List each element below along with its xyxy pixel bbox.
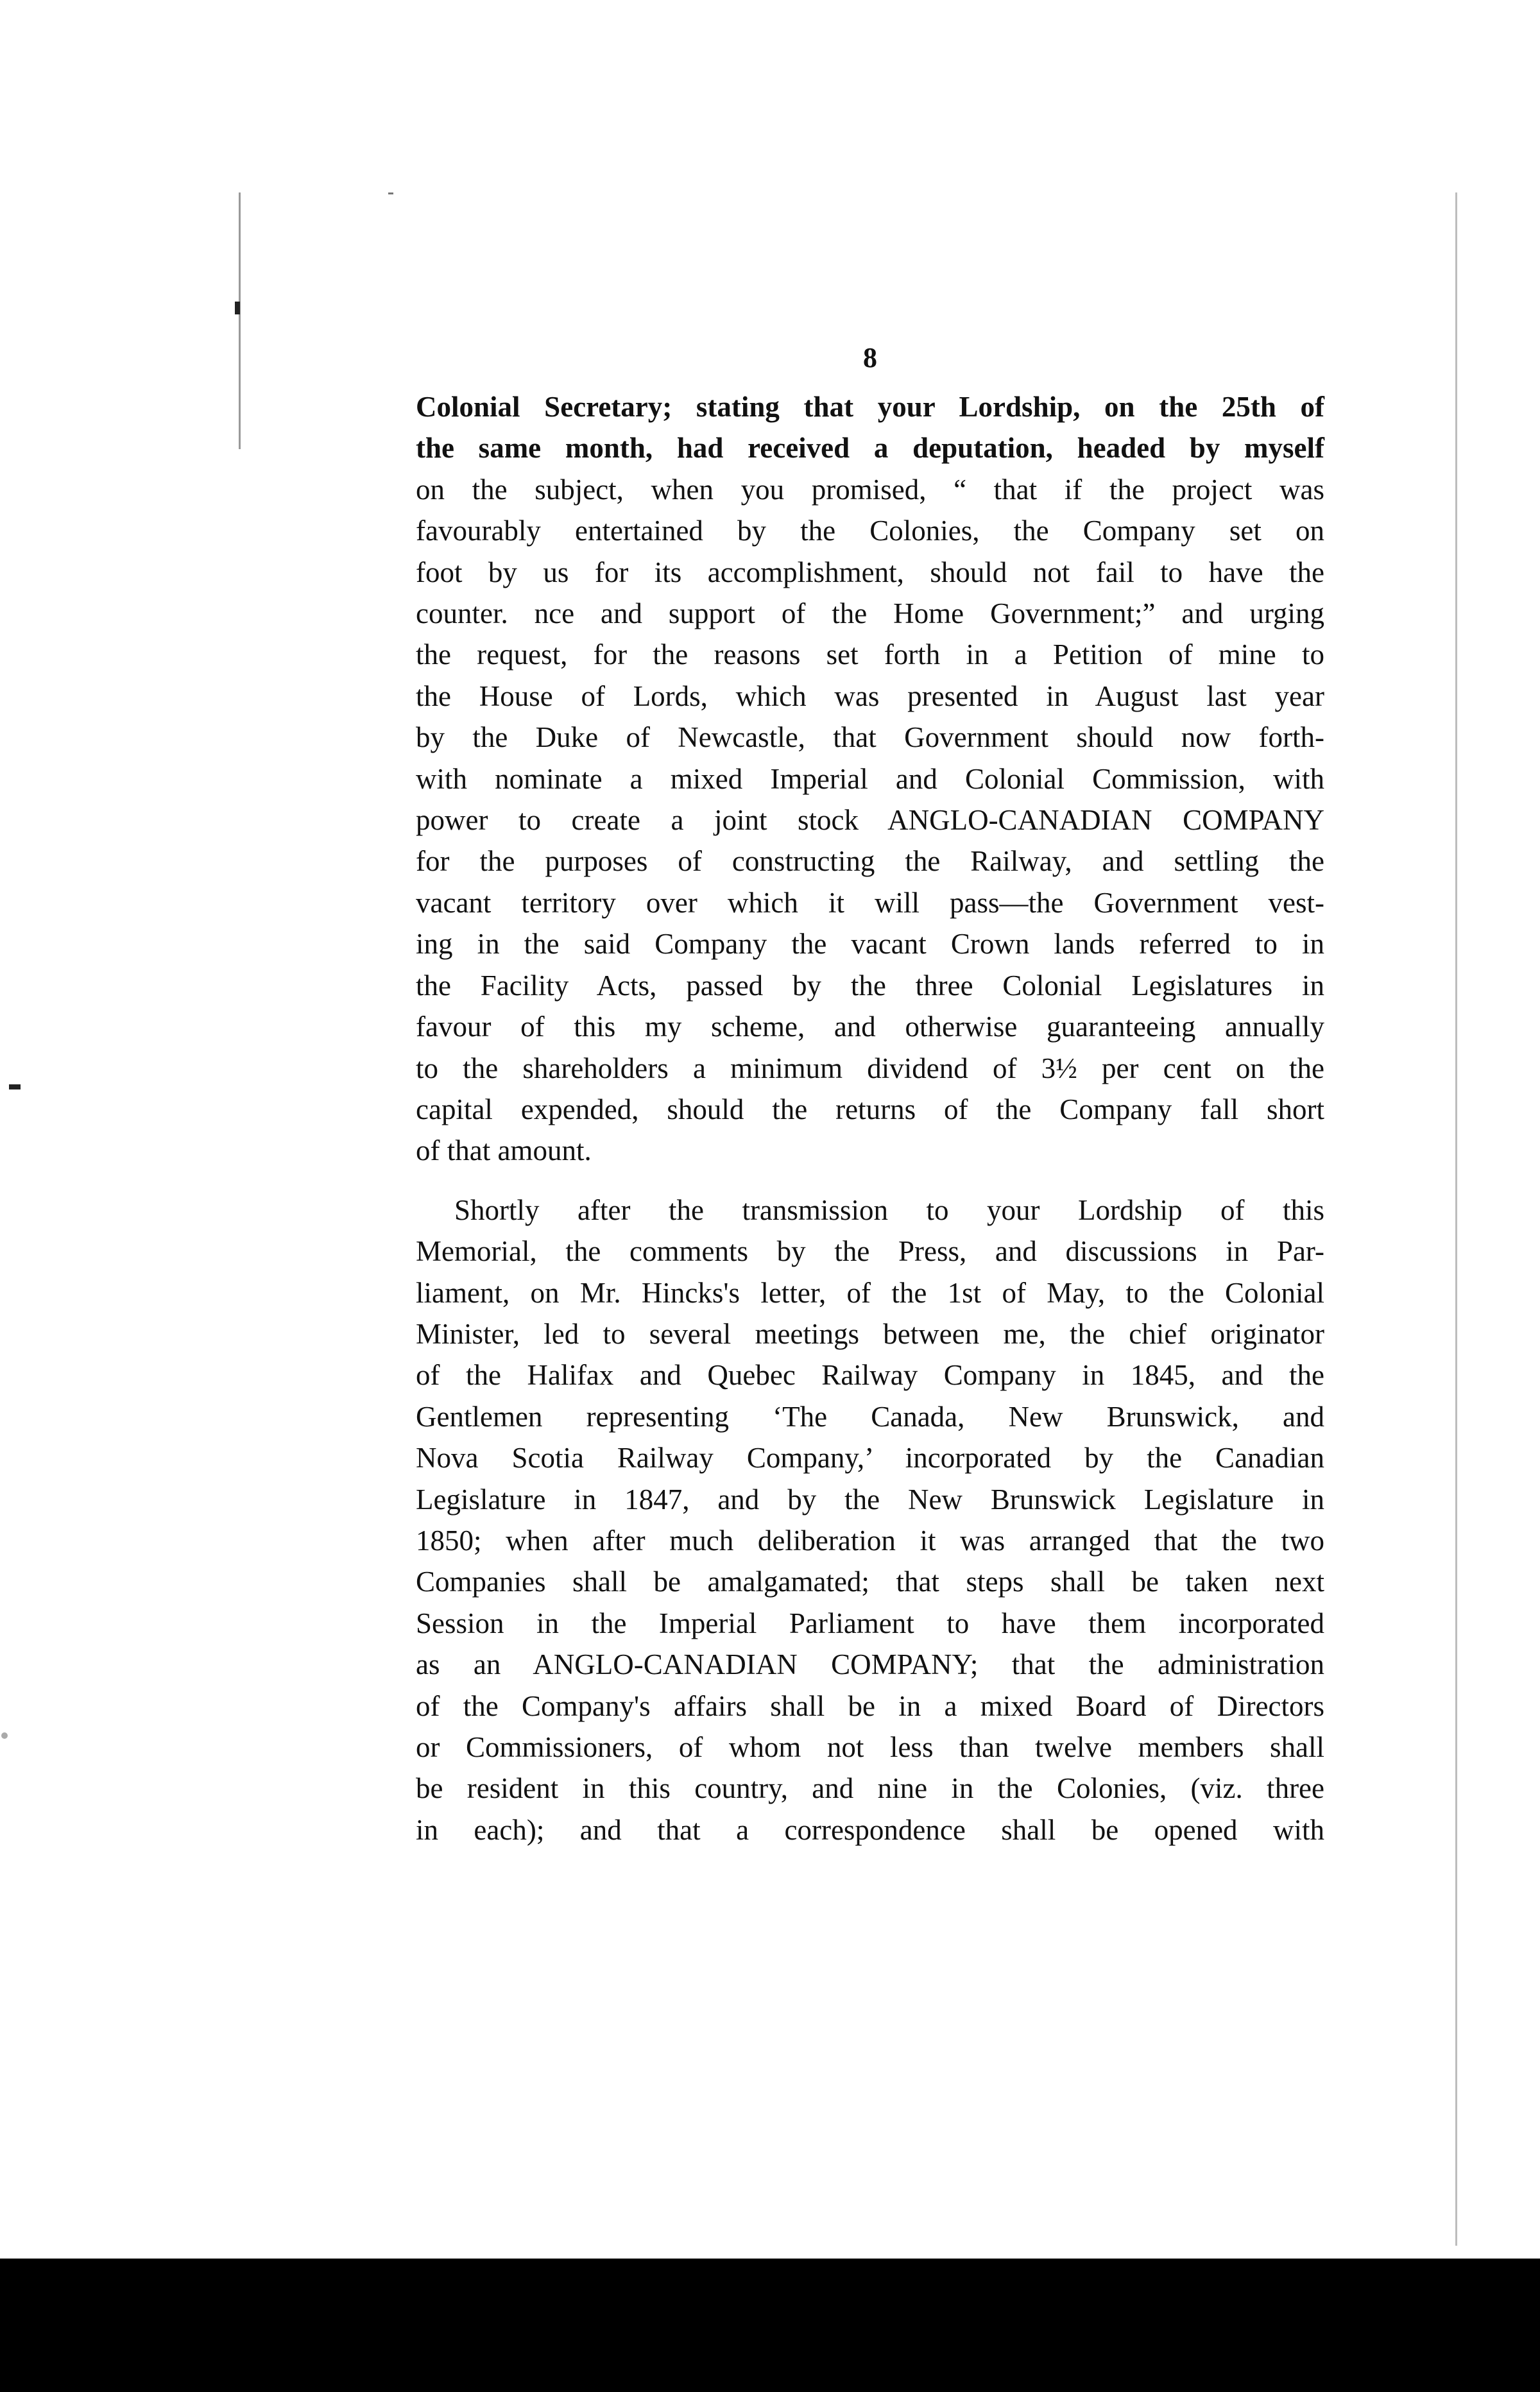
scan-speck bbox=[388, 192, 393, 194]
scan-margin-line-left bbox=[239, 192, 241, 449]
text-line: Session in the Imperial Parliament to have them incorporated bbox=[416, 1607, 1324, 1639]
text-line: of the Company's affairs shall be in a mixed Board of Directors bbox=[416, 1689, 1324, 1722]
text-line: liament, on Mr. Hincks's letter, of the 1st of May, to the Colonial bbox=[416, 1276, 1324, 1309]
text-line: of that amount. bbox=[416, 1134, 592, 1167]
text-line: power to create a joint stock ANGLO-CANADIAN COMPANY bbox=[416, 804, 1324, 837]
page-number: 8 bbox=[863, 342, 877, 373]
text-line: Companies shall be amalgamated; that steps shall be taken next bbox=[416, 1566, 1324, 1598]
text-line: Colonial Secretary; stating that your Lordship, on the 25th of bbox=[416, 391, 1324, 423]
scan-speck bbox=[1, 1732, 8, 1739]
text-line: or Commissioners, of whom not less than twelve members shall bbox=[416, 1731, 1324, 1763]
text-line: the request, for the reasons set forth in a Petition of mine to bbox=[416, 638, 1324, 671]
text-line: as an ANGLO-CANADIAN COMPANY; that the administration bbox=[416, 1648, 1324, 1681]
text-line: vacant territory over which it will pass—the Government vest- bbox=[416, 886, 1324, 919]
text-line: capital expended, should the returns of the Company fall short bbox=[416, 1093, 1324, 1125]
text-line: to the shareholders a minimum dividend of 3½ per cent on the bbox=[416, 1052, 1324, 1084]
text-line: in each); and that a correspondence shall be opened with bbox=[416, 1813, 1324, 1846]
text-line: the Facility Acts, passed by the three Colonial Legislatures in bbox=[416, 969, 1324, 1002]
text-line: be resident in this country, and nine in the Colonies, (viz. three bbox=[416, 1772, 1324, 1805]
text-line: the same month, had received a deputation, headed by myself bbox=[416, 432, 1324, 465]
text-line: ing in the said Company the vacant Crown lands referred to in bbox=[416, 928, 1324, 961]
scan-speck bbox=[9, 1084, 21, 1089]
paragraph-colonial-secretary bbox=[416, 386, 1324, 1172]
text-line: Gentlemen representing ‘The Canada, New Brunswick, and bbox=[416, 1400, 1324, 1433]
scan-margin-line-right bbox=[1455, 192, 1457, 2246]
text-line: the House of Lords, which was presented in August last year bbox=[416, 679, 1324, 712]
scan-speck bbox=[235, 302, 240, 314]
text-line: Minister, led to several meetings between me, the chief originator bbox=[416, 1317, 1324, 1350]
text-line: Legislature in 1847, and by the New Brunswick Legislature in bbox=[416, 1483, 1324, 1516]
text-line: counter. nce and support of the Home Government;” and urging bbox=[416, 597, 1324, 630]
text-line: Memorial, the comments by the Press, and discussions in Par- bbox=[416, 1235, 1324, 1268]
text-line: of the Halifax and Quebec Railway Company in 1845, and the bbox=[416, 1359, 1324, 1392]
text-line: by the Duke of Newcastle, that Government should now forth- bbox=[416, 721, 1324, 754]
text-line: Shortly after the transmission to your Lordship of this bbox=[454, 1193, 1324, 1226]
text-line: for the purposes of constructing the Railway, and settling the bbox=[416, 845, 1324, 878]
text-line: 1850; when after much deliberation it was arranged that the two bbox=[416, 1524, 1324, 1557]
text-line: on the subject, when you promised, “ that if the project was bbox=[416, 473, 1324, 506]
text-line: Nova Scotia Railway Company,’ incorporated by the Canadian bbox=[416, 1442, 1324, 1474]
text-line: favourably entertained by the Colonies, the Company set on bbox=[416, 515, 1324, 547]
text-line: foot by us for its accomplishment, should not fail to have the bbox=[416, 556, 1324, 588]
document-body bbox=[416, 339, 1324, 1850]
text-line: favour of this my scheme, and otherwise guaranteeing annually bbox=[416, 1011, 1324, 1043]
scan-border-bottom bbox=[0, 2259, 1540, 2392]
paragraph-shortly-after bbox=[416, 1190, 1324, 1851]
text-line: with nominate a mixed Imperial and Colonial Commission, with bbox=[416, 762, 1324, 795]
